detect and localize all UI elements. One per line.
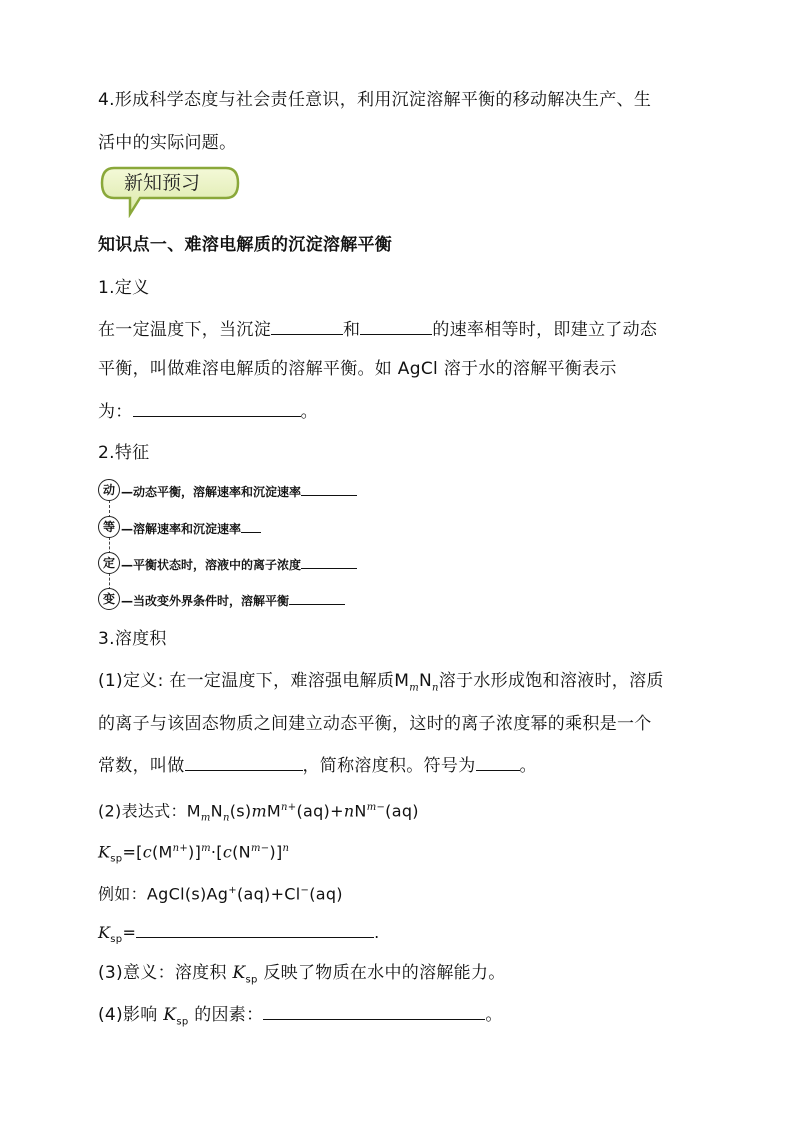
text: . [374,923,380,942]
blank-field[interactable] [289,589,345,605]
text: 在一定温度下，当沉淀 [98,320,271,340]
text: (aq) [309,884,343,904]
ksp-example-blank: $K_{sp}=$ . [98,923,380,946]
goal-4-line-1: 4.形成科学态度与社会责任意识，利用沉淀溶解平衡的移动解决生产、生 [98,90,652,110]
definition-line-2: 平衡，叫做难溶电解质的溶解平衡。如 AgCl 溶于水的溶解平衡表示 [98,359,617,379]
blank-field[interactable] [271,318,343,335]
text: 和 [343,320,361,340]
text: 。 [485,1005,503,1025]
feature-item-deng [121,517,261,539]
feature-text: —平衡状态时，溶液中的离子浓度 [121,558,302,572]
definition-line-3 [98,400,318,424]
text: 例如： [98,884,147,904]
text: 。 [300,402,318,422]
goal-4-line-2: 活中的实际问题。 [98,133,237,153]
blank-field[interactable] [476,754,520,771]
text: 。 [519,756,537,776]
ksp-expression: (2)表达式：$M_mN_n(s)mM^{n+}(aq)+nN^{m-}(aq)$ [98,801,419,824]
feature-item-ding [121,553,357,575]
ksp-definition-line-3 [98,754,537,778]
feature-item-bian [121,589,345,611]
ksp-definition-line-2: 的离子与该固态物质之间建立动态平衡，这时的离子浓度幂的乘积是一个 [98,714,652,734]
text: 常数，叫做 [98,756,185,776]
text: ，简称溶度积。符号为 [302,756,476,776]
ksp-example: 例如：AgCl(s)Ag+(aq)+Cl−(aq) [98,884,343,904]
text: (4)影响 [98,1005,164,1025]
new-knowledge-badge [100,166,240,218]
blank-field[interactable] [301,480,357,496]
text: (3)意义：溶度积 [98,963,233,983]
blank-field[interactable] [360,318,432,335]
blank-field[interactable] [185,754,303,771]
feature-char-dong: 动 [98,479,120,501]
badge-label: 新知预习 [124,172,201,194]
ksp-definition-line-1 [98,669,664,700]
text: (1)定义: 在一定温度下，难溶强电解质 [98,671,395,691]
feature-text: —当改变外界条件时，溶解平衡 [121,594,290,608]
ksp-meaning: (3)意义：溶度积 $K_{sp}$ 反映了物质在水中的溶解能力。 [98,963,506,986]
blank-field[interactable] [301,553,357,569]
text: 反映了物质在水中的溶解能力。 [257,963,506,983]
text: 为： [98,402,133,422]
blank-field[interactable] [263,1003,485,1020]
formula-mmnn: $M_mN_n$ [394,671,439,694]
features-heading: 2.特征 [98,443,150,463]
definition-line-1 [98,318,657,342]
section-title: 知识点一、难溶电解质的沉淀溶解平衡 [98,235,393,255]
feature-text: —溶解速率和沉淀速率 [121,522,242,536]
feature-char-ding: 定 [98,552,120,574]
text: 的速率相等时，即建立了动态 [432,320,658,340]
feature-char-deng: 等 [98,516,120,538]
ksp-heading: 3.溶度积 [98,629,167,649]
blank-field[interactable] [133,400,301,417]
text: (aq)+Cl [236,884,301,904]
text: (2)表达式： [98,801,187,821]
feature-item-dong [121,480,357,502]
blank-field[interactable] [241,517,261,533]
text: 溶于水形成饱和溶液时，溶质 [438,671,664,691]
ksp-formula: $K_{sp}=[c(M^{n+})]^m\cdot[c(N^{m-})]^n$ [98,842,290,865]
ksp-factors: (4)影响 $K_{sp}$ 的因素： 。 [98,1005,503,1028]
feature-text: —动态平衡，溶解速率和沉淀速率 [121,485,302,499]
text: AgCl(s)Ag [146,884,229,904]
text: 的因素： [188,1005,264,1025]
feature-char-bian: 变 [98,588,120,610]
definition-heading: 1.定义 [98,278,150,298]
blank-field[interactable] [136,921,374,938]
